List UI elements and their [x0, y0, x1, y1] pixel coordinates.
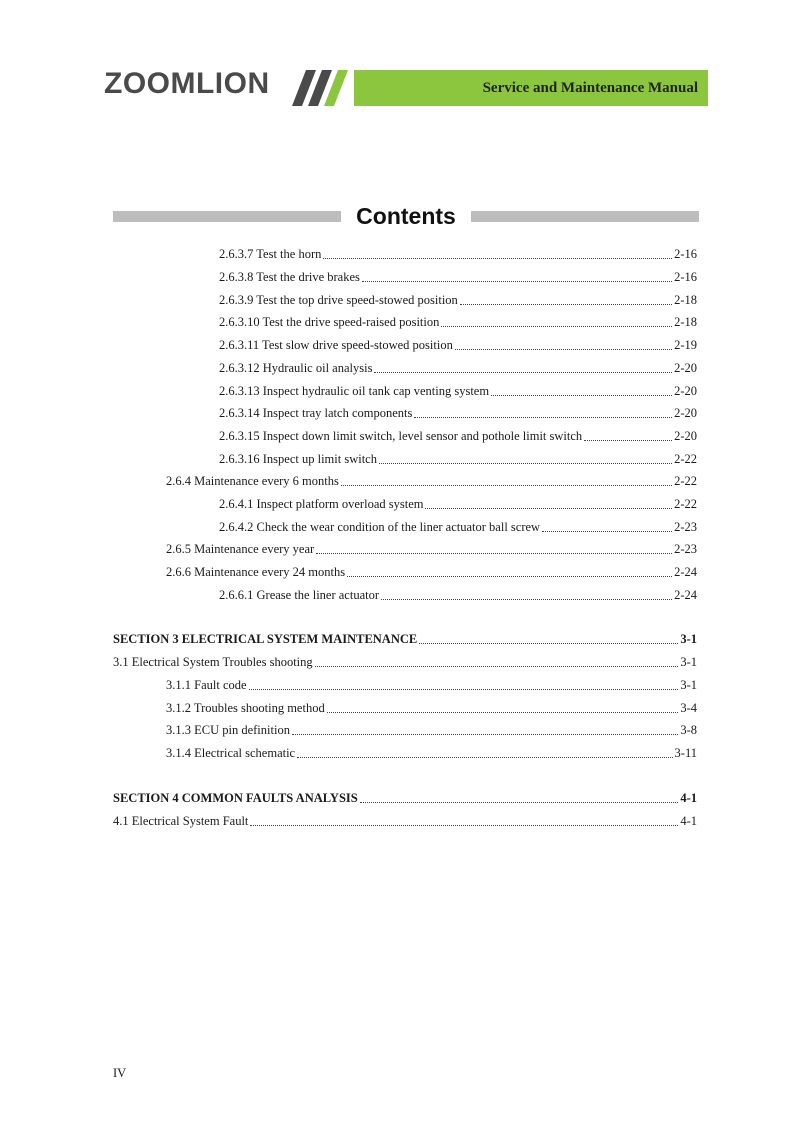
- toc-entry-page: 2-18: [674, 315, 697, 329]
- toc-entry-label: SECTION 3 ELECTRICAL SYSTEM MAINTENANCE: [113, 632, 418, 646]
- zoomlion-logo: ZOOMLION: [104, 67, 270, 100]
- header-band: [354, 70, 708, 106]
- toc-dot-leader: [374, 372, 672, 373]
- toc-entry-page: 3-4: [680, 701, 697, 715]
- toc-entry-label: 2.6.4.2 Check the wear condition of the liner actuator ball screw: [219, 520, 541, 534]
- toc-dot-leader: [323, 258, 672, 259]
- toc-entry-label: 2.6.3.14 Inspect tray latch components: [219, 406, 413, 420]
- toc-entry-page: 3-8: [680, 723, 697, 737]
- toc-entry-label: 2.6.3.7 Test the horn: [219, 247, 322, 261]
- toc-dot-leader: [316, 553, 672, 554]
- toc-entry[interactable]: [113, 811, 697, 831]
- toc-entry-page: 4-1: [680, 791, 697, 805]
- toc-entry[interactable]: [166, 539, 697, 559]
- toc-entry[interactable]: [219, 290, 697, 310]
- toc-entry-label: 2.6.4 Maintenance every 6 months: [166, 474, 339, 488]
- toc-dot-leader: [542, 531, 672, 532]
- toc-dot-leader: [327, 712, 679, 713]
- toc-entry-page: 2-20: [674, 429, 697, 443]
- toc-section-entry[interactable]: [113, 629, 697, 649]
- toc-entry-label: 2.6.4.1 Inspect platform overload system: [219, 497, 424, 511]
- toc-dot-leader: [297, 757, 672, 758]
- toc-entry-page: 2-19: [674, 338, 697, 352]
- toc-entry-page: 2-20: [674, 384, 697, 398]
- toc-entry-label: 2.6.6.1 Grease the liner actuator: [219, 588, 380, 602]
- toc-entry-page: 2-20: [674, 406, 697, 420]
- toc-dot-leader: [315, 666, 679, 667]
- toc-entry-label: 2.6.6 Maintenance every 24 months: [166, 565, 346, 579]
- toc-section-entry[interactable]: [113, 788, 697, 808]
- heading-rule-left: [113, 211, 341, 222]
- toc-entry[interactable]: [219, 267, 697, 287]
- toc-entry-label: 2.6.3.11 Test slow drive speed-stowed position: [219, 338, 453, 352]
- toc-dot-leader: [419, 643, 678, 644]
- toc-dot-leader: [441, 326, 672, 327]
- toc-entry-label: 2.6.3.9 Test the top drive speed-stowed position: [219, 293, 458, 307]
- toc-entry[interactable]: [219, 244, 697, 264]
- toc-entry-page: 2-23: [674, 520, 697, 534]
- contents-title: Contents: [356, 203, 456, 229]
- toc-entry-label: 2.6.3.10 Test the drive speed-raised position: [219, 315, 440, 329]
- toc-entry[interactable]: [166, 675, 697, 695]
- toc-entry-page: 3-11: [674, 746, 697, 760]
- toc-entry[interactable]: [166, 471, 697, 491]
- toc-dot-leader: [250, 825, 678, 826]
- toc-dot-leader: [584, 440, 672, 441]
- toc-dot-leader: [460, 304, 672, 305]
- toc-entry[interactable]: [219, 517, 697, 537]
- toc-entry-page: 2-20: [674, 361, 697, 375]
- toc-dot-leader: [360, 802, 679, 803]
- toc-entry-page: 2-24: [674, 565, 697, 579]
- toc-dot-leader: [362, 281, 672, 282]
- toc-entry[interactable]: [219, 335, 697, 355]
- logo-slashes-icon: [288, 68, 358, 108]
- toc-entry[interactable]: [166, 562, 697, 582]
- toc-entry[interactable]: [113, 652, 697, 672]
- toc-entry-label: 3.1.3 ECU pin definition: [166, 723, 290, 737]
- toc-entry-label: 4.1 Electrical System Fault: [113, 814, 249, 828]
- toc-entry[interactable]: [219, 494, 697, 514]
- toc-entry-label: 3.1.2 Troubles shooting method: [166, 701, 325, 715]
- manual-title: Service and Maintenance Manual: [482, 80, 698, 96]
- toc-dot-leader: [381, 599, 672, 600]
- toc-entry-page: 3-1: [680, 655, 697, 669]
- toc-entry-label: 3.1.4 Electrical schematic: [166, 746, 296, 760]
- toc-entry-label: 2.6.3.12 Hydraulic oil analysis: [219, 361, 373, 375]
- toc-entry-page: 2-16: [674, 270, 697, 284]
- toc-dot-leader: [455, 349, 672, 350]
- toc-entry-label: 2.6.3.8 Test the drive brakes: [219, 270, 360, 284]
- page-header: [104, 68, 708, 108]
- toc-entry[interactable]: [166, 720, 697, 740]
- toc-entry[interactable]: [219, 358, 697, 378]
- contents-heading: [113, 200, 699, 232]
- toc-entry-page: 3-1: [680, 632, 697, 646]
- heading-rule-right: [471, 211, 699, 222]
- toc-dot-leader: [347, 576, 672, 577]
- toc-dot-leader: [491, 395, 672, 396]
- toc-entry[interactable]: [166, 698, 697, 718]
- toc-entry-page: 2-22: [674, 452, 697, 466]
- toc-dot-leader: [341, 485, 672, 486]
- toc-dot-leader: [379, 463, 672, 464]
- toc-entry[interactable]: [219, 449, 697, 469]
- toc-entry-label: 2.6.3.15 Inspect down limit switch, level sensor and pothole limit switch: [219, 429, 583, 443]
- toc-entry-label: 2.6.3.13 Inspect hydraulic oil tank cap venting system: [219, 384, 490, 398]
- toc-entry-page: 2-22: [674, 474, 697, 488]
- toc-dot-leader: [425, 508, 672, 509]
- page-number: IV: [113, 1066, 127, 1080]
- toc-entry[interactable]: [219, 585, 697, 605]
- toc-entry-page: 2-23: [674, 542, 697, 556]
- toc-dot-leader: [414, 417, 672, 418]
- toc-entry[interactable]: [219, 312, 697, 332]
- toc-dot-leader: [292, 734, 678, 735]
- toc-entry[interactable]: [219, 426, 697, 446]
- toc-entry[interactable]: [219, 403, 697, 423]
- toc-entry-label: SECTION 4 COMMON FAULTS ANALYSIS: [113, 791, 358, 805]
- toc-entry[interactable]: [219, 381, 697, 401]
- toc-dot-leader: [249, 689, 679, 690]
- toc-entry-page: 2-18: [674, 293, 697, 307]
- toc-entry-label: 3.1.1 Fault code: [166, 678, 247, 692]
- toc-entry-page: 4-1: [680, 814, 697, 828]
- toc-entry-label: 2.6.3.16 Inspect up limit switch: [219, 452, 377, 466]
- toc-entry-label: 2.6.5 Maintenance every year: [166, 542, 315, 556]
- toc-entry-page: 3-1: [680, 678, 697, 692]
- toc-entry-page: 2-22: [674, 497, 697, 511]
- toc-entry[interactable]: [166, 743, 697, 763]
- toc-entry-page: 2-24: [674, 588, 697, 602]
- toc-entry-page: 2-16: [674, 247, 697, 261]
- toc-entry-label: 3.1 Electrical System Troubles shooting: [113, 655, 313, 669]
